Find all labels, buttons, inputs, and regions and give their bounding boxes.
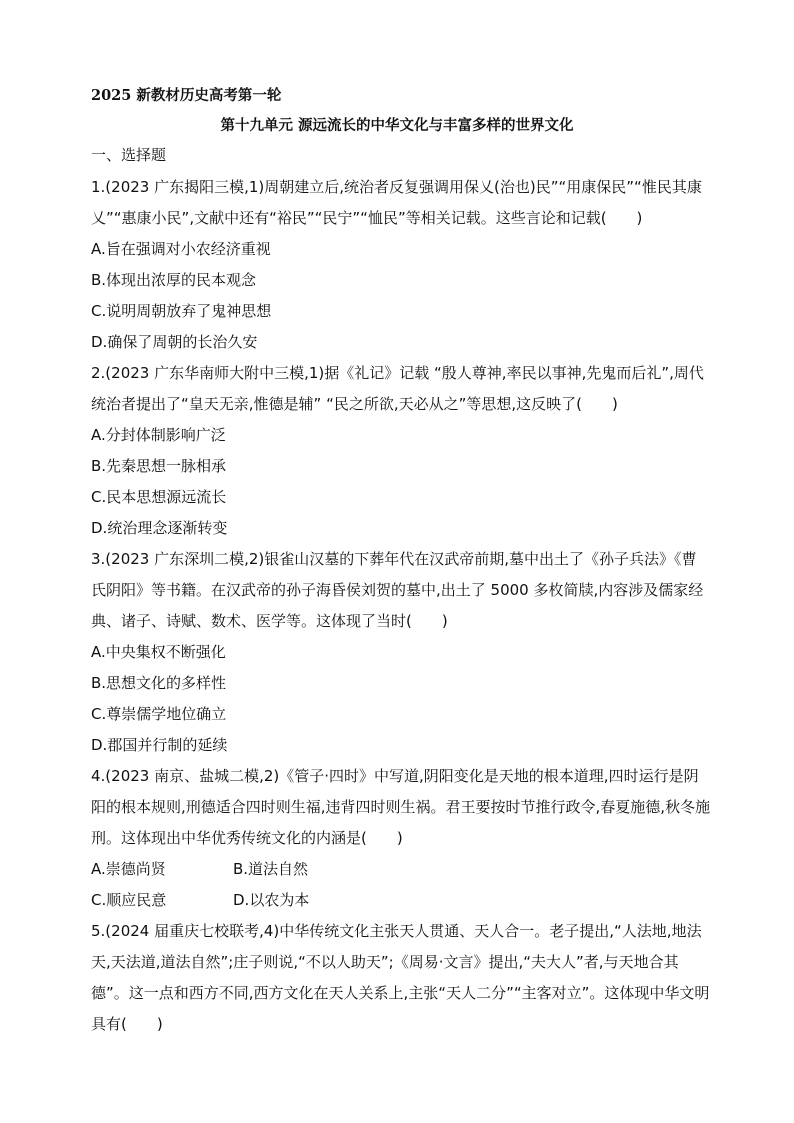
question-1: [91, 172, 711, 358]
question-3-option-a: A.中央集权不断强化: [91, 643, 226, 661]
question-4-option-b: B.道法自然: [233, 860, 309, 878]
section-heading: 一、选择题: [91, 146, 167, 164]
question-1-stem: 1.(2023 广东揭阳三模,1)周朝建立后,统治者反复强调用保乂(治也)民”“用康保民”“惟民其康乂”“惠康小民”,文献中还有“裕民”“民宁”“恤民”等相关记载。这些言论和记载( ): [91, 178, 702, 227]
question-3-option-c: C.尊崇儒学地位确立: [91, 705, 227, 723]
question-2-stem: 2.(2023 广东华南师大附中三模,1)据《礼记》记载 “殷人尊神,率民以事神,先鬼而后礼”,周代统治者提出了“皇天无亲,惟德是辅” “民之所欲,天必从之”等思想,这反映了( ): [91, 364, 704, 413]
question-5: [91, 916, 711, 1040]
question-4-option-row-2: [91, 885, 711, 916]
question-4: [91, 761, 711, 916]
question-3-option-d: D.郡国并行制的延续: [91, 736, 228, 754]
question-5-stem: 5.(2024 届重庆七校联考,4)中华传统文化主张天人贯通、天人合一。老子提出,“人法地,地法天,天法道,道法自然”;庄子则说,“不以人助天”;《周易·文言》提出,“夫大人”者,与天地合其德”。这一点和西方不同,西方文化在天人关系上,主张“天人二分”“主客对立”。这体现中华文明具有( ): [91, 922, 710, 1033]
question-4-option-a: A.崇德尚贤: [91, 860, 166, 878]
question-2-option-c: C.民本思想源远流长: [91, 488, 227, 506]
question-1-option-c: C.说明周朝放弃了鬼神思想: [91, 302, 272, 320]
question-3-option-b: B.思想文化的多样性: [91, 674, 227, 692]
question-3-stem: 3.(2023 广东深圳二模,2)银雀山汉墓的下葬年代在汉武帝前期,墓中出土了《孙子兵法》《曹氏阴阳》等书籍。在汉武帝的孙子海昏侯刘贺的墓中,出土了 5000 多枚简牍,内容涉及儒家经典、诸子、诗赋、数术、医学等。这体现了当时( ): [91, 550, 704, 630]
question-4-option-row-1: [91, 854, 711, 885]
question-1-option-b: B.体现出浓厚的民本观念: [91, 271, 257, 289]
question-2-option-a: A.分封体制影响广泛: [91, 426, 226, 444]
question-1-option-d: D.确保了周朝的长治久安: [91, 333, 258, 351]
question-1-option-a: A.旨在强调对小农经济重视: [91, 240, 271, 258]
question-4-stem: 4.(2023 南京、盐城二模,2)《管子·四时》中写道,阴阳变化是天地的根本道理,四时运行是阴阳的根本规则,刑德适合四时则生福,违背四时则生祸。君王要按时节推行政令,春夏施德,秋冬施刑。这体现出中华优秀传统文化的内涵是( ): [91, 767, 711, 847]
question-list: [91, 172, 711, 1040]
question-3: [91, 544, 711, 761]
question-2-option-d: D.统治理念逐渐转变: [91, 519, 228, 537]
question-4-option-c: C.顺应民意: [91, 891, 167, 909]
question-4-option-d: D.以农为本: [233, 891, 310, 909]
unit-title: 第十九单元 源远流长的中华文化与丰富多样的世界文化: [220, 117, 574, 134]
question-2-option-b: B.先秦思想一脉相承: [91, 457, 227, 475]
question-2: [91, 358, 711, 544]
document-header: 2025 新教材历史高考第一轮: [91, 87, 282, 104]
